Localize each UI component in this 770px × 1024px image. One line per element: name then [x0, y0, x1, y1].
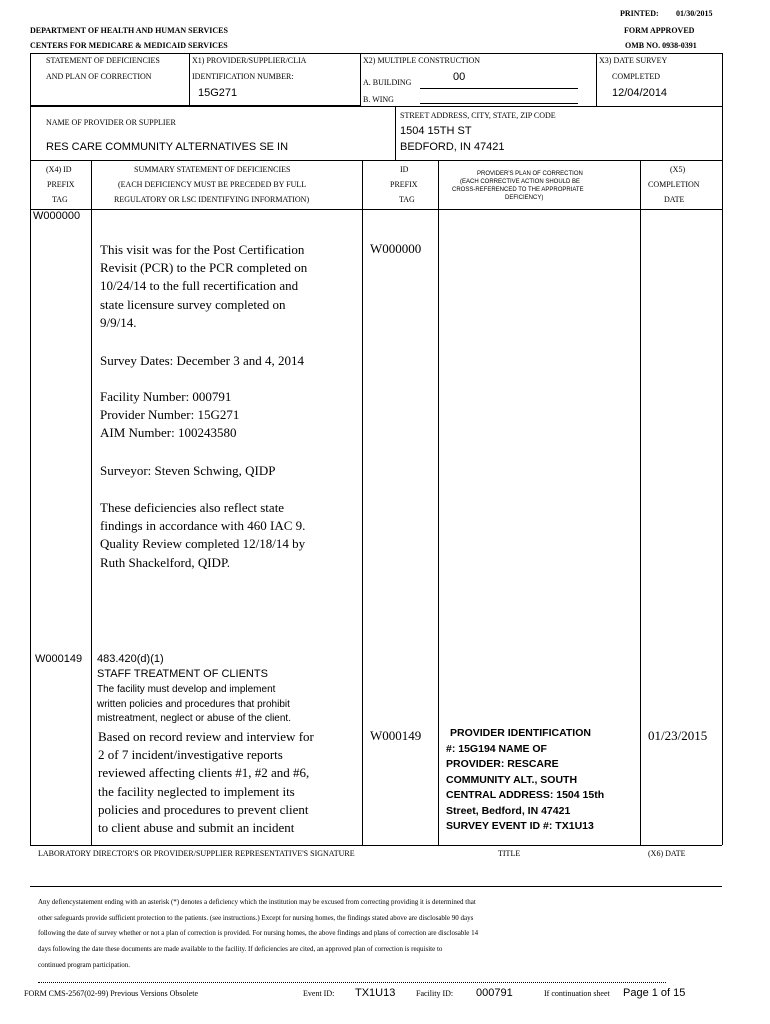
x2-label: X2) MULTIPLE CONSTRUCTION	[363, 56, 481, 65]
building-label: A. BUILDING	[363, 78, 412, 87]
signature-label: LABORATORY DIRECTOR'S OR PROVIDER/SUPPLIER REPRESENTATIVE'S SIGNATURE	[38, 849, 355, 858]
visit-description: This visit was for the Post Certification Revisit (PCR) to the PCR completed on 10/24/14 to the full recertification and state licensure survey completed on 9/9/14.	[100, 242, 308, 330]
x4-header-2: PREFIX	[47, 180, 75, 189]
regulation-title: STAFF TREATMENT OF CLIENTS	[97, 668, 268, 680]
rule	[640, 160, 641, 845]
tag-w000000-plan: W000000	[370, 241, 422, 256]
facility-id-label: Facility ID:	[416, 989, 454, 998]
omb-number: OMB NO. 0938-0391	[625, 41, 697, 50]
provider-name-label: NAME OF PROVIDER OR SUPPLIER	[46, 118, 176, 127]
plan-header-3: CROSS-REFERENCED TO THE APPROPRIATE	[452, 187, 584, 193]
facility-id-value: 000791	[476, 987, 513, 999]
state-findings: These deficiencies also reflect state findings in accordance with 460 IAC 9. Quality Review completed 12/18/14 by Ruth Shackelford, QIDP.	[100, 500, 306, 570]
rule	[189, 53, 190, 106]
printed-label: PRINTED:	[620, 9, 659, 18]
centers-title: CENTERS FOR MEDICARE & MEDICAID SERVICES	[30, 41, 228, 50]
rule	[30, 845, 722, 846]
rule	[362, 160, 363, 845]
x5-header-2: COMPLETION	[648, 180, 700, 189]
city-state-zip: BEDFORD, IN 47421	[400, 141, 505, 153]
rule	[596, 53, 597, 106]
completion-date: 01/23/2015	[648, 728, 708, 743]
id-header-2: PREFIX	[390, 180, 418, 189]
street-address: 1504 15TH ST	[400, 125, 472, 137]
rule	[30, 53, 31, 160]
tag-w000149-plan: W000149	[370, 728, 422, 743]
regulation-text: The facility must develop and implement written policies and procedures that prohibit mistreatment, neglect or abuse of the client.	[97, 684, 291, 724]
rule	[30, 886, 722, 887]
address-label: STREET ADDRESS, CITY, STATE, ZIP CODE	[400, 111, 556, 120]
page-number: Page 1 of 15	[623, 987, 686, 999]
rule	[722, 53, 723, 160]
survey-completed-date: 12/04/2014	[612, 87, 668, 99]
rule	[30, 160, 31, 845]
plan-header: PROVIDER'S PLAN OF CORRECTION	[477, 171, 583, 177]
x6-date-label: (X6) DATE	[648, 849, 686, 858]
plan-header-2: (EACH CORRECTIVE ACTION SHOULD BE	[460, 179, 581, 185]
surveyor: Surveyor: Steven Schwing, QIDP	[100, 463, 276, 478]
rule	[360, 53, 361, 106]
disclaimer: Any defiencystatement ending with an asterisk (*) denotes a deficiency which the institution may be excused from correcting providing it is determined that other safeguards provide sufficient protection to the patients. (see instructions.) Except for nursing homes, the findings stated above are disclosable 90 days following the date of survey whether or not a plan of correction is provided. For nursing homes, the above findings and plans of correction are disclosable 14 days following the date these documents are made available to the facility. If deficiencies are cited, an approved plan of correction is requisite to continued program participation.	[38, 898, 479, 969]
rule	[91, 160, 92, 845]
x3-label-2: COMPLETED	[612, 72, 660, 81]
rule	[438, 160, 439, 845]
rule	[30, 53, 722, 54]
provider-name: RES CARE COMMUNITY ALTERNATIVES SE IN	[46, 141, 289, 153]
form-approved: FORM APPROVED	[624, 26, 695, 35]
x4-header: (X4) ID	[46, 165, 72, 174]
plan-of-correction: PROVIDER IDENTIFICATION #: 15G194 NAME OF PROVIDER: RESCARE COMMUNITY ALT., SOUTH CENTRAL ADDRESS: 1504 15th Street, Bedford, IN 47421 SURVEY EVENT ID #: TX1U13	[446, 727, 605, 832]
wing-underline	[420, 103, 578, 104]
id-header-3: TAG	[399, 195, 415, 204]
continuation-label: If continuation sheet	[544, 989, 610, 998]
statement-label-2: AND PLAN OF CORRECTION	[46, 72, 152, 81]
survey-dates: Survey Dates: December 3 and 4, 2014	[100, 353, 304, 368]
id-header: ID	[400, 165, 409, 174]
building-value: 00	[453, 71, 466, 83]
x5-header-3: DATE	[664, 195, 685, 204]
summary-header: SUMMARY STATEMENT OF DEFICIENCIES	[134, 165, 291, 174]
x1-label-2: IDENTIFICATION NUMBER:	[192, 72, 294, 81]
tag-w000000: W000000	[33, 210, 81, 222]
rule	[722, 160, 723, 845]
wing-label: B. WING	[363, 95, 394, 104]
building-underline	[420, 88, 578, 89]
title-label: TITLE	[498, 849, 521, 858]
plan-header-4: DEFICIENCY)	[505, 195, 544, 201]
x3-label: X3) DATE SURVEY	[599, 56, 668, 65]
x5-header: (X5)	[670, 165, 686, 174]
tag-w000149: W000149	[35, 653, 83, 665]
statement-label: STATEMENT OF DEFICIENCIES	[46, 56, 160, 65]
clia-number: 15G271	[198, 87, 238, 99]
event-id-value: TX1U13	[355, 987, 396, 999]
facility-info: Facility Number: 000791 Provider Number: 15G271 AIM Number: 100243580	[100, 389, 240, 441]
rule	[30, 160, 722, 161]
rule	[30, 106, 722, 107]
summary-header-3: REGULATORY OR LSC IDENTIFYING INFORMATION)	[114, 195, 310, 204]
summary-header-2: (EACH DEFICIENCY MUST BE PRECEDED BY FULL	[118, 180, 307, 189]
x4-header-3: TAG	[52, 195, 68, 204]
deficiency-finding: Based on record review and interview for 2 of 7 incident/investigative reports reviewed affecting clients #1, #2 and #6, the facility neglected to implement its policies and procedures to prevent client to client abuse and submit an incident	[98, 729, 314, 836]
event-id-label: Event ID:	[303, 989, 335, 998]
rule	[38, 982, 666, 983]
rule	[30, 209, 722, 210]
rule	[395, 106, 396, 160]
regulation-code: 483.420(d)(1)	[97, 653, 164, 665]
x1-label: X1) PROVIDER/SUPPLIER/CLIA	[192, 56, 307, 65]
department-title: DEPARTMENT OF HEALTH AND HUMAN SERVICES	[30, 26, 228, 35]
printed-date: 01/30/2015	[676, 9, 713, 18]
form-number: FORM CMS-2567(02-99) Previous Versions Obsolete	[24, 989, 199, 998]
